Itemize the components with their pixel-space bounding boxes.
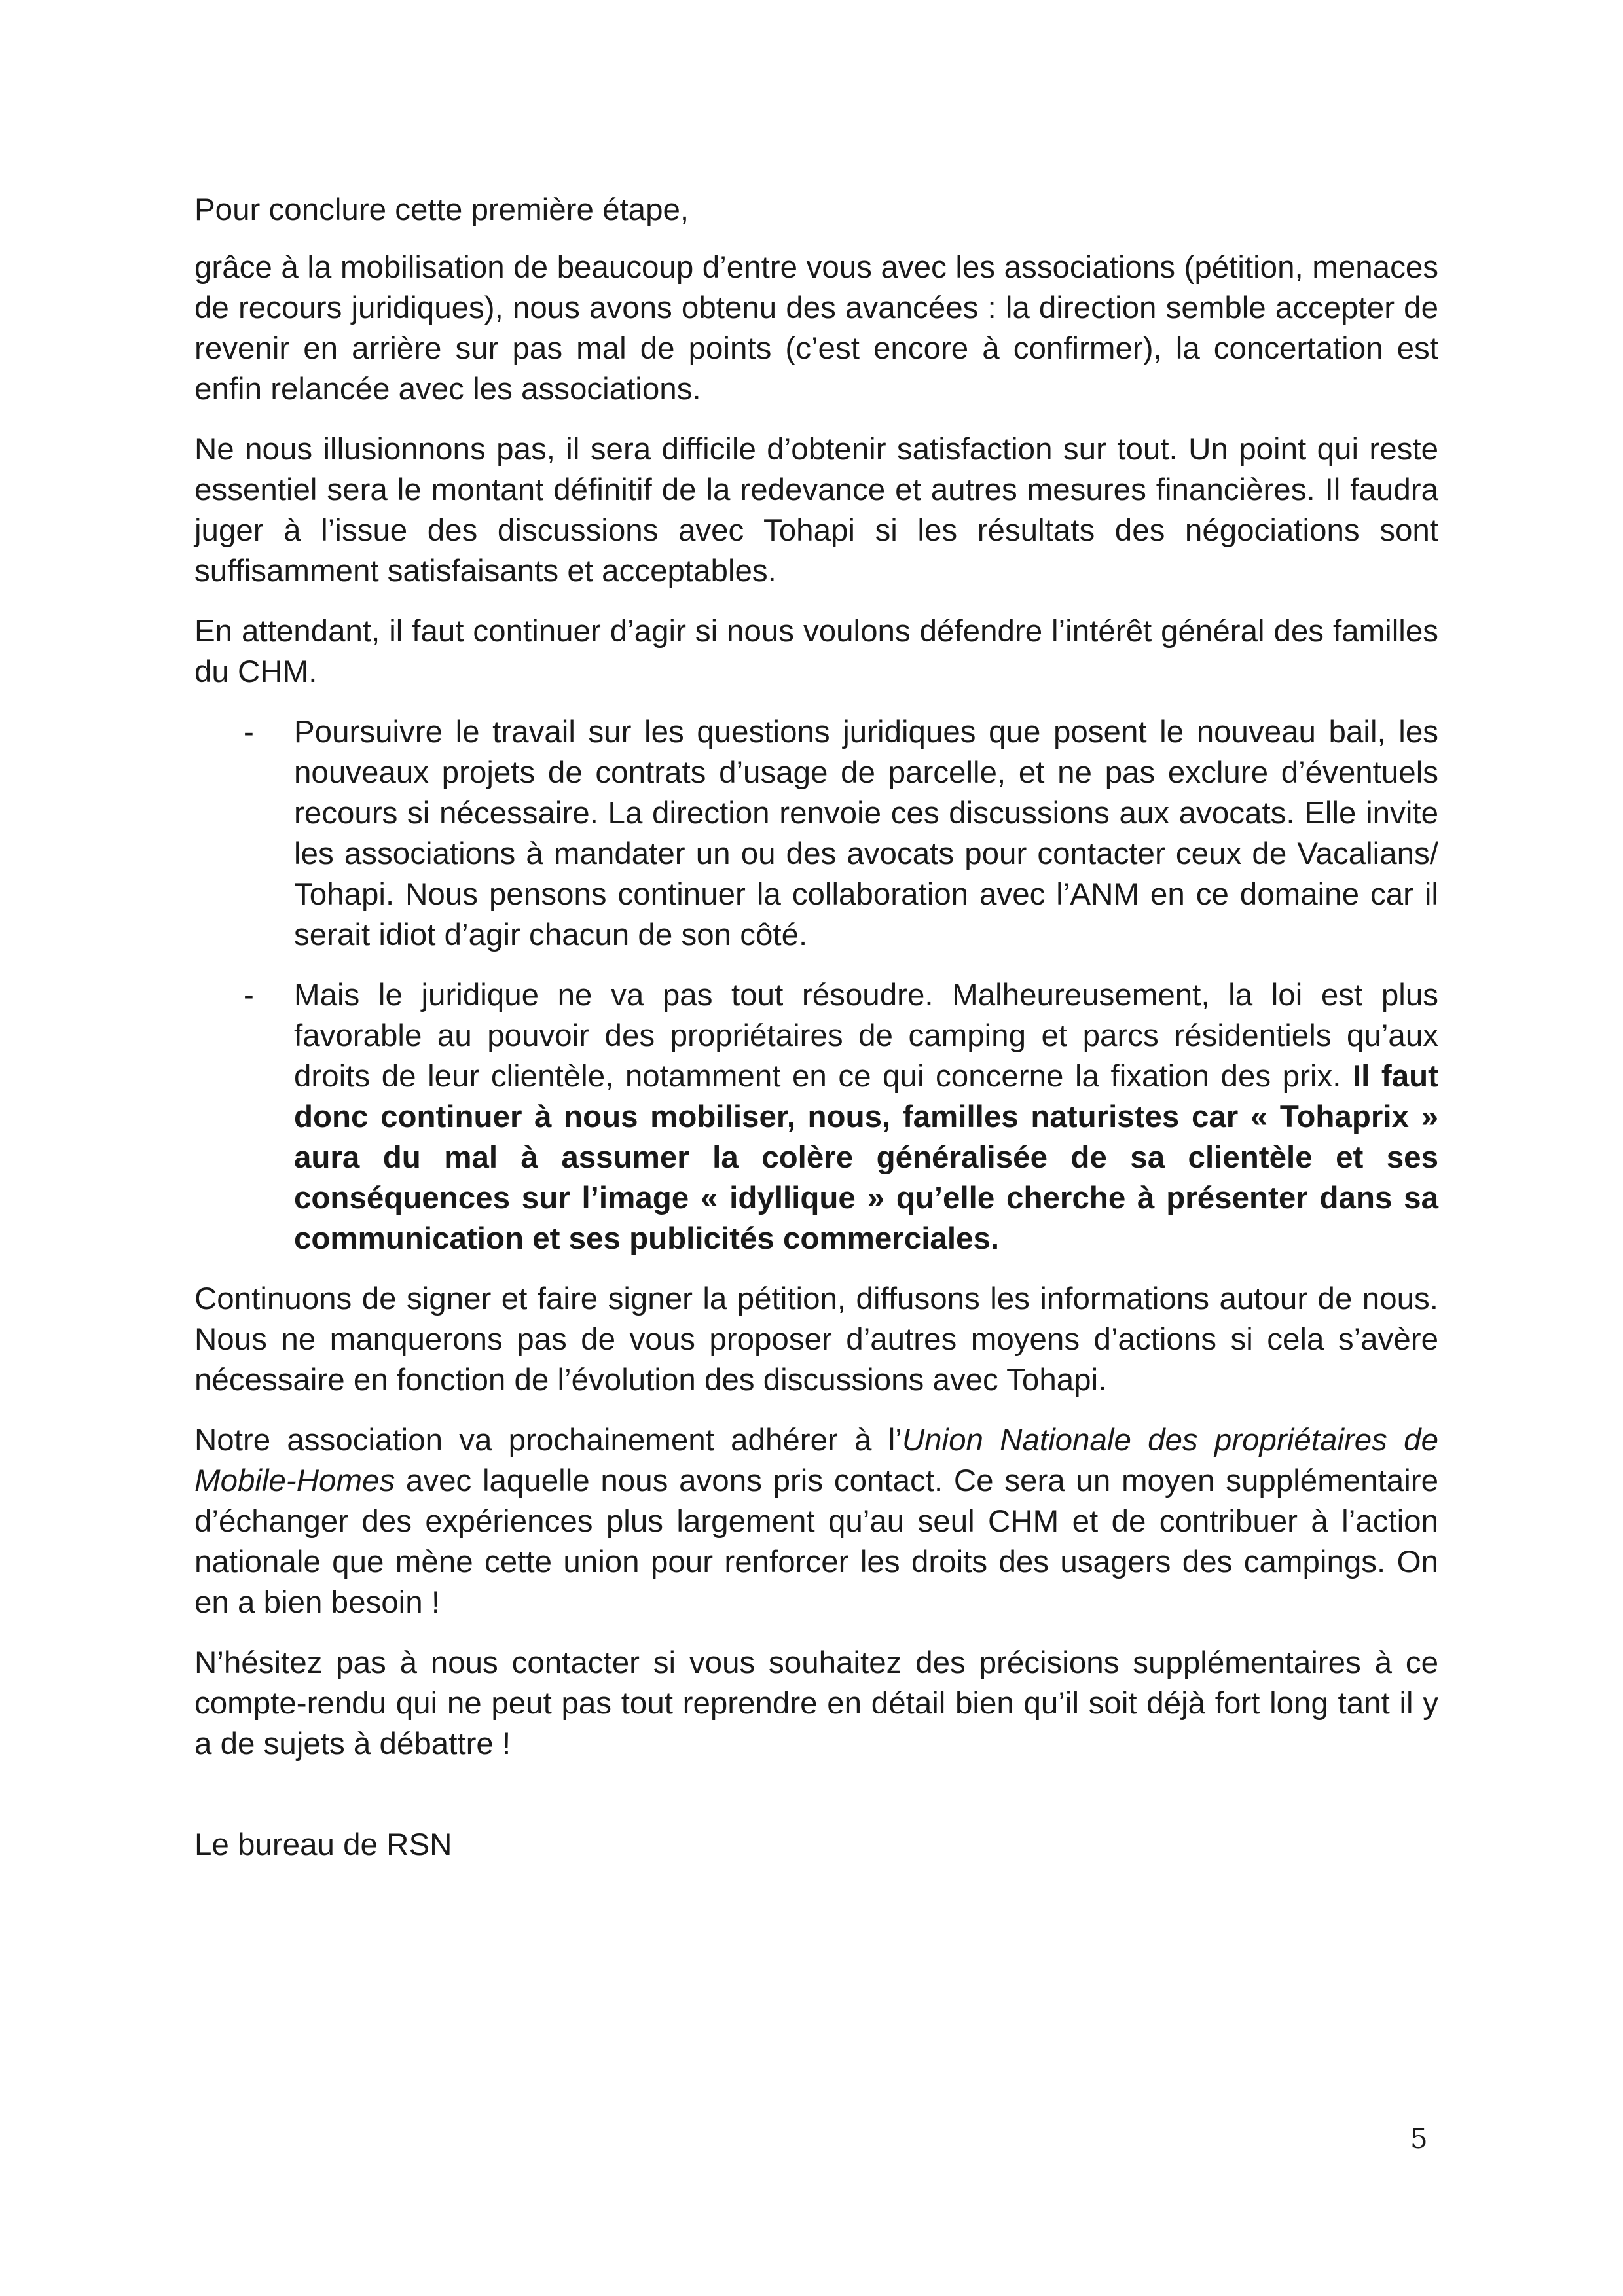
list-item-bold-text: Il faut donc continuer à nous mobiliser, nous, familles naturistes car « Tohaprix » aura du mal à assumer la colère généralisée de sa clientèle et ses conséquences sur l’image « idyllique » qu’elle cherche à présenter dans sa communication et ses publicités commerciales. — [294, 1059, 1438, 1256]
paragraph-closing: N’hésitez pas à nous contacter si vous souhaitez des précisions supplémentaires à ce compte-rendu qui ne peut pas tout reprendre en détail bien qu’il soit déjà fort long tant il y a de sujets à débattre ! — [194, 1645, 1438, 1761]
paragraph-petition: Continuons de signer et faire signer la pétition, diffusons les informations autour de nous. Nous ne manquerons pas de vous proposer d’autres moyens d’actions si cela s’avère nécessaire en fonction de l’évolution des discussions avec Tohapi. — [194, 1282, 1438, 1397]
page-number: 5 — [1410, 2123, 1428, 2155]
paragraph-negotiations: Ne nous illusionnons pas, il sera difficile d’obtenir satisfaction sur tout. Un point qui reste essentiel sera le montant définitif de la redevance et autres mesures financières. Il faudra juger à l’issue des discussions avec Tohapi si les résultats des négociations sont suffisamment satisfaisants et acceptables. — [194, 432, 1438, 588]
list-item-text: Mais le juridique ne va pas tout résoudre. Malheureusement, la loi est plus favorable au pouvoir des propriétaires de camping et parcs résidentiels qu’aux droits de leur clientèle, notamment en ce qui concerne la fixation des prix. — [294, 978, 1438, 1094]
action-list — [194, 712, 1438, 1259]
bullet-dash: - — [244, 978, 254, 1013]
union-text-after: avec laquelle nous avons pris contact. Ce sera un moyen supplémentaire d’échanger des expériences plus largement qu’au seul CHM et de contribuer à l’action nationale que mène cette union pour renforcer les droits des usagers des campings. On en a bien besoin ! — [194, 1463, 1438, 1620]
bullet-dash: - — [244, 715, 254, 749]
paragraph-continue-action: En attendant, il faut continuer d’agir si nous voulons défendre l’intérêt général des familles du CHM. — [194, 614, 1438, 689]
union-name: Union Nationale des propriétaires de Mobile-Homes — [194, 1423, 1438, 1498]
union-text-before: Notre association va prochainement adhérer à l’ — [194, 1423, 902, 1458]
list-item-mobilisation — [194, 975, 1438, 1259]
paragraph-union — [194, 1420, 1438, 1623]
paragraph-mobilisation: grâce à la mobilisation de beaucoup d’entre vous avec les associations (pétition, menaces de recours juridiques), nous avons obtenu des avancées : la direction semble accepter de revenir en arrière sur pas mal de points (c’est encore à confirmer), la concertation est enfin relancée avec les associations. — [194, 250, 1438, 406]
document-body — [194, 190, 1438, 1885]
list-item-text: Poursuivre le travail sur les questions juridiques que posent le nouveau bail, les nouveaux projets de contrats d’usage de parcelle, et ne pas exclure d’éventuels recours si nécessaire. La direction renvoie ces discussions aux avocats. Elle invite les associations à mandater un ou des avocats pour contacter ceux de Vacalians/ Tohapi. Nous pensons continuer la collaboration avec l’ANM en ce domaine car il serait idiot d’agir chacun de son côté. — [294, 715, 1438, 952]
signature: Le bureau de RSN — [194, 1827, 452, 1862]
list-item-legal-work — [194, 712, 1438, 956]
intro-line: Pour conclure cette première étape, — [194, 192, 689, 227]
